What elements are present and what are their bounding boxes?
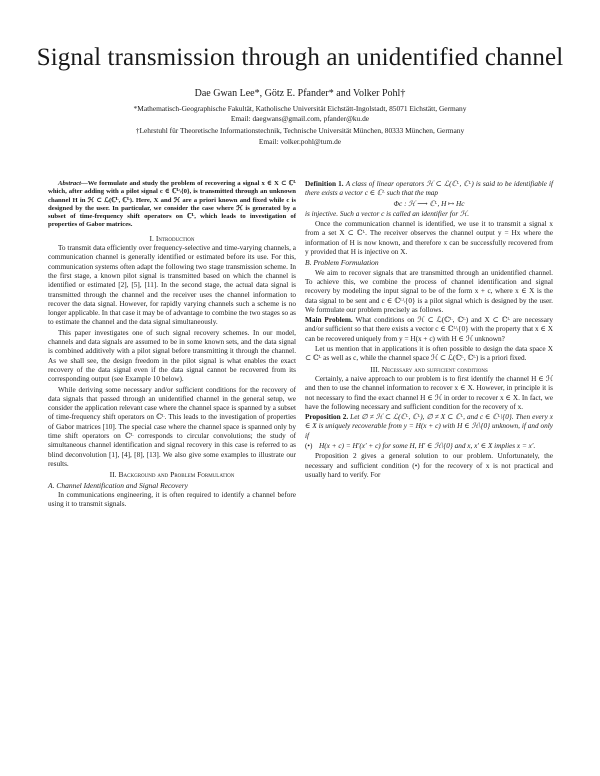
affiliation-1-email: Email: daegwans@gmail.com, pfander@ku.de [230, 114, 370, 123]
section-heading-necessary: III. Necessary and sufficient conditions [370, 364, 488, 374]
proposition-2-condition [305, 442, 553, 451]
background-paragraph-1: In communications engineering, it is often required to identify a channel before using it to transmit signals. [48, 490, 296, 509]
proposition-2 [305, 413, 553, 441]
bullet-marker: (•) [305, 442, 313, 451]
intro-paragraph-1: To transmit data efficiently over frequency-selective and time-varying channels, a communication channel is generally identified or estimated before its use. For this, communication systems often adapt the following two stage transmission scheme. In the first stage, a known pilot signal is transmitted based on which the channel is identified or estimated [2], [5], [11]. In the second stage, the actual data signal is transmitted through the channel and the receiver uses the channel information to recover the data signal. However, for rapidly varying channels such a scheme is no longer applicable. In that case it may be of advantage to combine the two stages so as to estimate the channel and the data signal simultaneously. [48, 244, 296, 327]
definition-1-label: Definition 1. [305, 180, 344, 188]
abstract-text: —We formulate and study the problem of recovering a signal x ∈ X ⊂ ℂᴸ which, after adding with a pilot signal c ∈ ℂᴸ\{0}, is transmitted through an unknown channel H in ℋ ⊂ ℒ(ℂᴸ, ℂᴸ). Here, X and ℋ are a priori known and fixed while c is designed by the user. In particular, we consider the case where ℋ is generated by a subset of time-frequency shift operators on ℂᴸ, which leads to investigation of properties of Gabor matrices. [48, 180, 296, 229]
right-paragraph-3: Let us mention that in applications it is often possible to design the data space X ⊂ ℂᴸ as well as c, while the channel space ℋ ⊂ ℒ(ℂᴸ, ℂᴸ) is a priori fixed. [305, 345, 553, 363]
abstract-label: Abstract [58, 180, 82, 187]
main-problem [305, 316, 553, 344]
right-paragraph-4: Certainly, a naive approach to our problem is to first identify the channel H ∈ ℋ and then to use the channel information to recover x ∈ X. However, in principle it is not necessary to find the exact channel H ∈ ℋ in order to recover x ∈ X. In fact, we have the following necessary and sufficient condition for the recovery of x. [305, 374, 553, 411]
paper-title: Signal transmission through an unidentified channel [36, 44, 564, 71]
intro-paragraph-2: This paper investigates one of such signal recovery schemes. In our model, channels and data signals are assumed to be in some known sets, and the data signal is combined additively with a pilot signal before transmitting it through the channel. As we shall see, the design freedom in the pilot signal is what enables the exact recovery of the data signal even if the data signal cannot be recovered from its corresponding output (see Example 10 below). [48, 328, 296, 384]
author-list: Dae Gwan Lee*, Götz E. Pfander* and Volker Pohl† [194, 88, 406, 99]
abstract [48, 180, 296, 230]
definition-1-text: A class of linear operators ℋ ⊂ ℒ(ℂᴸ, ℂᴸ) is said to be identifiable if there exists a vector c ∈ ℂᴸ such that the map [305, 180, 554, 198]
subsection-heading-problem: B. Problem Formulation [305, 258, 379, 268]
affiliation-1: *Mathematisch-Geographische Fakultät, Katholische Universität Eichstätt-Ingolstadt, 85071 Eichstätt, Germany [133, 104, 467, 113]
intro-paragraph-3: While deriving some necessary and/or sufficient conditions for the recovery of data signals that passed through an unidentified channel in the general setup, we consider the application relevant case where the channel space is spanned by a subset of time-frequency shift operators on ℂᴸ. This leads to the investigation of properties of Gabor matrices [10]. The special case where the channel space is spanned only by time shift operators on ℂᴸ corresponds to circular convolutions; the study of simultaneous channel identification and signal recovery in this case is referred to as blind deconvolution [1], [4], [8], [13]. We also give some examples to illustrate our results. [48, 385, 296, 468]
definition-1 [305, 180, 553, 199]
left-column [48, 180, 296, 510]
right-paragraph-1: Once the communication channel is identified, we use it to transmit a signal x from a set X ⊂ ℂᴸ. The receiver observes the channel output y = Hx where the information of H is now known, and therefore x can be successfully recovered from y provided that H is injective on X. [305, 220, 553, 257]
right-paragraph-2: We aim to recover signals that are transmitted through an unidentified channel. To achieve this, we combine the process of channel identification and signal recovery by modeling the input signal to be of the form x + c, where x ∈ X is the data signal to be sent and c ∈ ℂᴸ\{0} is a pilot signal which is designed by the user. We formulate our problem precisely as follows. [305, 268, 553, 314]
subsection-heading-channel-id: A. Channel Identification and Signal Recovery [48, 480, 188, 490]
identifier-map-equation: Φc : ℋ ⟶ ℂᴸ, H ↦ Hc [393, 199, 465, 208]
condition-text: H(x + c) = H′(x′ + c) for some H, H′ ∈ ℋ\{0} and x, x′ ∈ X implies x = x′. [319, 442, 536, 451]
main-problem-text: What conditions on ℋ ⊂ ℒ(ℂᴸ, ℂᴸ) and X ⊂ ℂᴸ are necessary and/or sufficient so that there exists a vector c ∈ ℂᴸ\{0} with the property that x ∈ X can be recovered uniquely from y = H(x + c) with H ∈ ℋ unknown? [305, 316, 553, 343]
affiliation-2: †Lehrstuhl für Theoretische Informationstechnik, Technische Universität München, 80333 München, Germany [135, 126, 465, 135]
section-heading-introduction: I. Introduction [149, 233, 195, 243]
proposition-2-text: Let ∅ ≠ ℋ ⊂ ℒ(ℂᴸ, ℂᴸ), ∅ ≠ X ⊂ ℂᴸ, and c ∈ ℂᴸ\{0}. Then every x ∈ X is uniquely recoverable from y = H(x + c) with H ∈ ℋ\{0} unknown, if and only if [305, 413, 553, 440]
definition-1-conclusion: is injective. Such a vector c is called an identifier for ℋ. [305, 209, 470, 218]
section-heading-background: II. Background and Problem Formulation [109, 470, 235, 480]
right-column [305, 180, 553, 481]
affiliation-2-email: Email: volker.pohl@tum.de [258, 137, 342, 146]
proposition-2-label: Proposition 2. [305, 413, 349, 422]
main-problem-label: Main Problem. [305, 316, 353, 325]
right-paragraph-5: Proposition 2 gives a general solution to our problem. Unfortunately, the necessary and sufficient condition (•) for the recovery of x is not practical and usually hard to verify. For [305, 452, 553, 479]
